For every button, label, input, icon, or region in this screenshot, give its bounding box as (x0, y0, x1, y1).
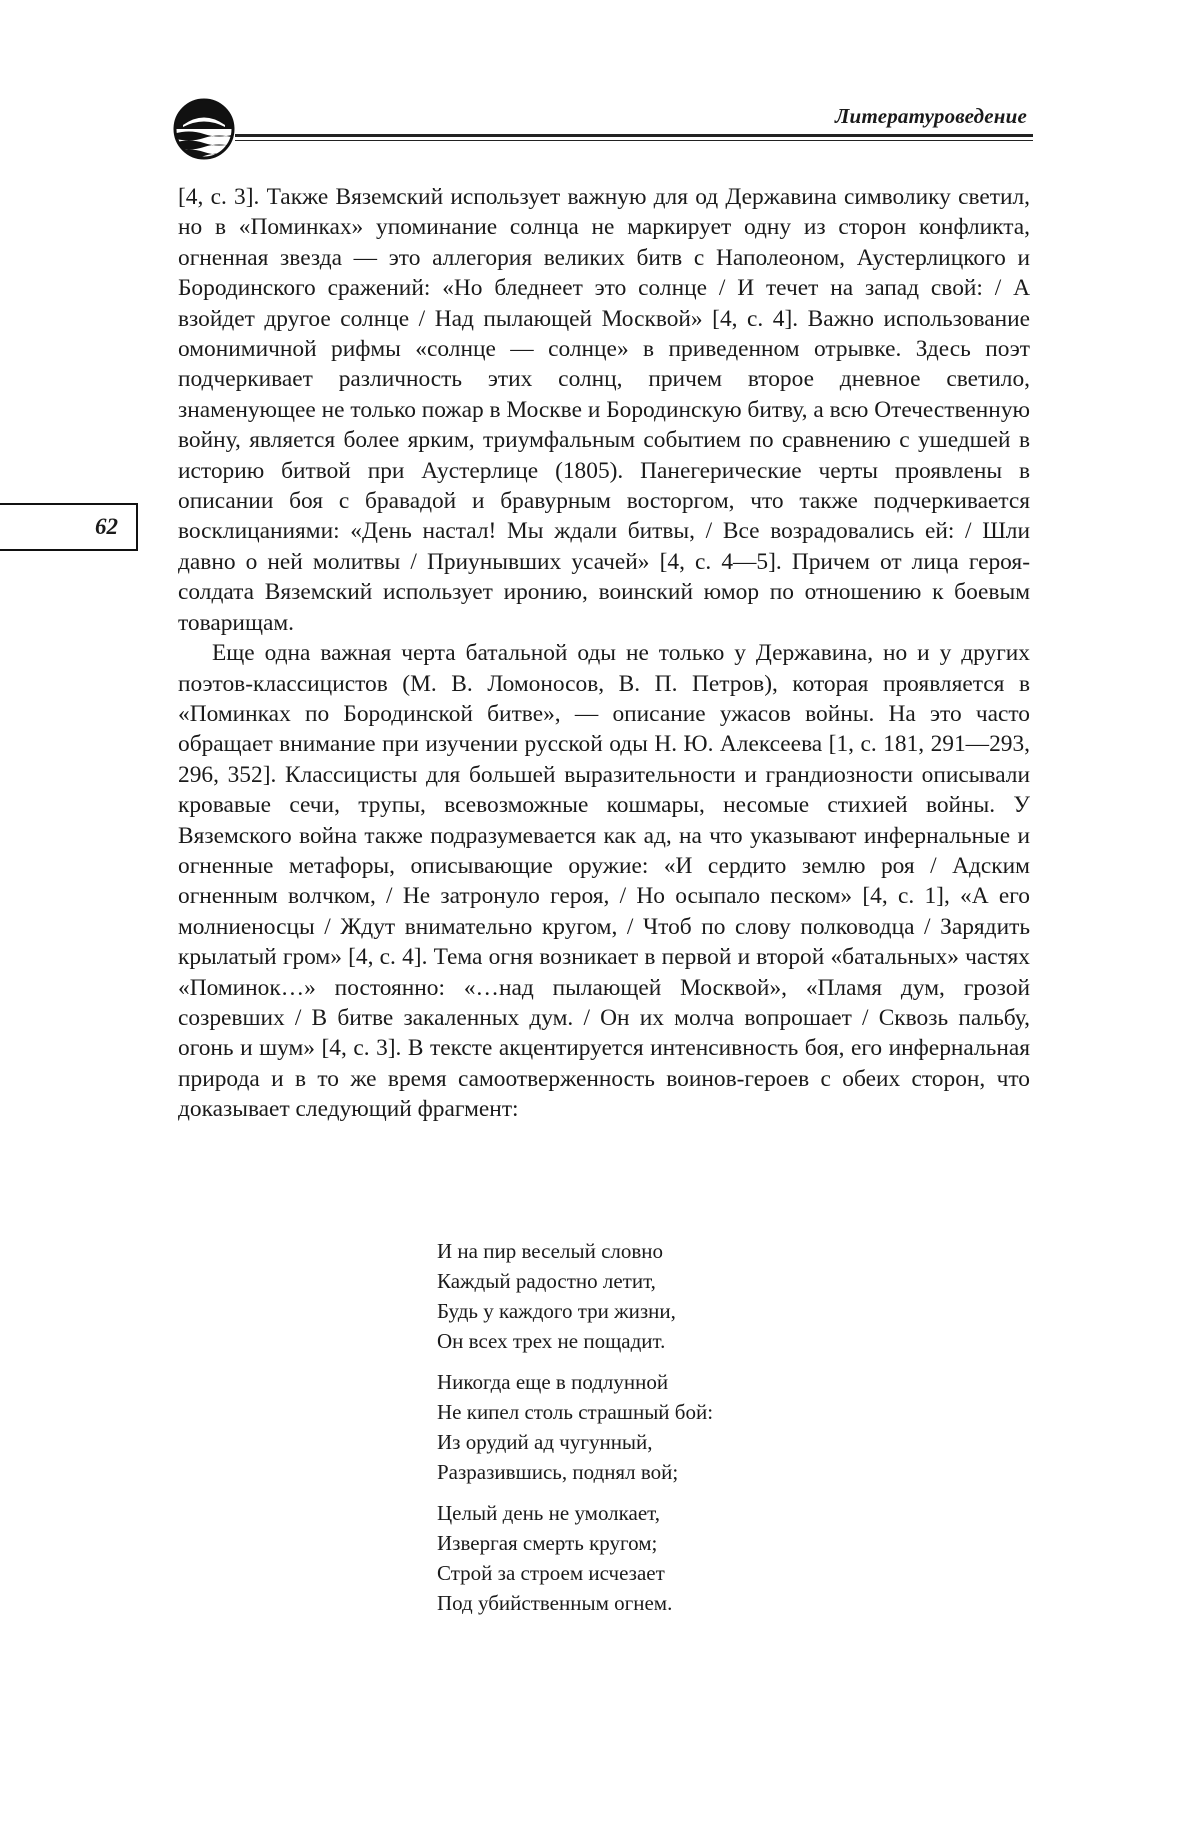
poem-line: Строй за строем исчезает (437, 1561, 665, 1585)
article-body (178, 182, 1030, 1125)
poem-stanza (437, 1498, 713, 1618)
poem-stanza (437, 1236, 713, 1356)
paragraph: [4, с. 3]. Также Вяземский использует важную для од Державина символику светил, но в «Поминках» упоминание солнца не маркирует одну из сторон конфликта, огненная звезда — это аллегория великих битв с Наполеоном, Аустерлицкого и Бородинского сражений: «Но бледнеет это солнце / И течет на запад свой: / А взойдет другое солнце / Над пылающей Москвой» [4, с. 4]. Важно использование омонимичной рифмы «солнце — солнце» в приведенном отрывке. Здесь поэт подчеркивает различность этих солнц, причем второе дневное светило, знаменующее не только пожар в Москве и Бородинскую битву, а всю Отечественную войну, является более ярким, триумфальным событием по сравнению с ушедшей в историю битвой при Аустерлице (1805). Панегерические черты проявлены в описании боя с бравадой и бравурным восторгом, что также подчеркивается восклицаниями: «День настал! Мы ждали битвы, / Все возрадовались ей: / Шли давно о ней молитвы / Приунывших усачей» [4, с. 4—5]. Причем от лица героя-солдата Вяземский использует иронию, воинский юмор по отношению к боевым товарищам. (178, 184, 1030, 636)
poem-line: Будь у каждого три жизни, (437, 1299, 676, 1323)
poem-line: Под убийственным огнем. (437, 1591, 673, 1615)
poem-stanza (437, 1367, 713, 1487)
poem-line: Он всех трех не пощадит. (437, 1329, 666, 1353)
header-rule-thin (235, 140, 1033, 141)
page-number-box (0, 503, 138, 551)
poem-quote (437, 1236, 713, 1629)
page-header (173, 98, 1033, 168)
running-head: Литературоведение (834, 104, 1027, 128)
poem-line: Каждый радостно летит, (437, 1269, 656, 1293)
poem-line: Разразившись, поднял вой; (437, 1460, 679, 1484)
journal-wave-logo-icon (173, 98, 235, 160)
poem-line: Целый день не умолкает, (437, 1501, 661, 1525)
poem-line: И на пир веселый словно (437, 1239, 664, 1263)
paragraph: Еще одна важная черта батальной оды не только у Державина, но и у других поэтов-классицистов (М. В. Ломоносов, В. П. Петров), которая проявляется в «Поминках по Бородинской битве», — описание ужасов войны. На это часто обращает внимание при изучении русской оды Н. Ю. Алексеева [1, с. 181, 291—293, 296, 352]. Классицисты для большей выразительности и грандиозности описывали кровавые сечи, трупы, всевозможные кошмары, несомые стихией войны. У Вяземского война также подразумевается как ад, на что указывают инфернальные и огненные метафоры, описывающие оружие: «И сердито землю роя / Адским огненным волчком, / Не затронуло героя, / Но осыпало песком» [4, с. 1], «А его молниеносцы / Ждут внимательно кругом, / Чтоб по слову полководца / Зарядить крылатый гром» [4, с. 4]. Тема огня возникает в первой и второй «батальных» частях «Поминок…» постоянно: «…над пылающей Москвой», «Пламя дум, грозой созревших / В битве закаленных дум. / Он их молча вопрошает / Сквозь пальбу, огонь и шум» [4, с. 3]. В тексте акцентируется интенсивность боя, его инфернальная природа и в то же время самоотверженность воинов-героев с обеих сторон, что доказывает следующий фрагмент: (178, 640, 1030, 1123)
header-rule-thick (235, 134, 1033, 137)
page-number: 62 (95, 514, 118, 539)
poem-line: Извергая смерть кругом; (437, 1531, 658, 1555)
poem-line: Никогда еще в подлунной (437, 1370, 669, 1394)
poem-line: Из орудий ад чугунный, (437, 1430, 653, 1454)
poem-line: Не кипел столь страшный бой: (437, 1400, 714, 1424)
